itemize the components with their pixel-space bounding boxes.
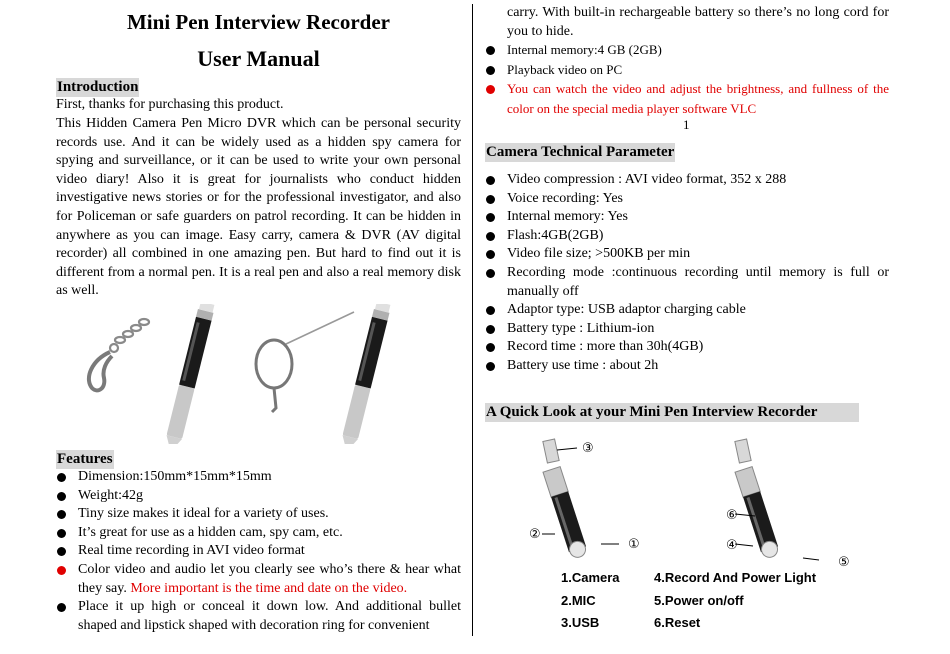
bullet-icon: [486, 232, 495, 241]
list-item: Internal memory: Yes: [485, 208, 889, 227]
list-item: It’s great for use as a hidden cam, spy cam, etc.: [56, 524, 461, 543]
bullet-icon: [486, 46, 495, 55]
bullet-icon: [486, 306, 495, 315]
intro-body: This Hidden Camera Pen Micro DVR which can be personal security records use. And it can be widely used as a hidden spy camera for spying and surveillance, or it can be used to write your own personal video diary! Also it is great for journalists who conduct hidden investigative news stories or for the professional investigator, and also for Policeman or safe guarders on patrol recording. It can be hidden in anywhere as you can image. Easy carry, camera & DVR (AV digital recorder) all combined in one amazing pen. But hard to find out it is different from a normal pen. It is a real pen and also a real memory disk as well.: [56, 116, 461, 299]
features-list: [56, 468, 461, 635]
list-item: Battery type : Lithium-ion: [485, 320, 889, 339]
list-item: Video compression : AVI video format, 352 x 288: [485, 171, 889, 190]
callout-2: ②: [529, 526, 541, 541]
list-item: Recording mode :continuous recording until memory is full or manually off: [485, 264, 889, 301]
pen-with-ring-image: [246, 304, 426, 444]
pen-parts-diagram: [525, 436, 865, 568]
manual-title: Mini Pen Interview Recorder: [126, 10, 390, 34]
continued-text: carry. With built-in rechargeable battery so there’s no long cord for you to hide.: [507, 5, 889, 39]
manual-subtitle: User Manual: [197, 46, 320, 71]
tech-parameters-list: [485, 171, 889, 376]
bullet-icon: [486, 343, 495, 352]
quick-look-heading: A Quick Look at your Mini Pen Interview Recorder: [485, 403, 859, 422]
features-heading: Features: [57, 451, 113, 467]
list-item: Voice recording: Yes: [485, 190, 889, 209]
bullet-icon: [57, 529, 66, 538]
list-item: You can watch the video and adjust the brightness, and fullness of the color on the special media player software VLC: [485, 80, 889, 119]
list-item: Video file size; >500KB per min: [485, 245, 889, 264]
list-item: Adaptor type: USB adaptor charging cable: [485, 301, 889, 320]
pen-diagram-left: [543, 439, 589, 560]
callout-6: ⑥: [726, 507, 738, 522]
pen-with-keychain-image: [70, 304, 240, 444]
caption-usb: 3.USB: [561, 615, 600, 630]
list-item: Tiny size makes it ideal for a variety of uses.: [56, 505, 461, 524]
bullet-icon: [486, 362, 495, 371]
bullet-icon: [57, 547, 66, 556]
bullet-icon: [486, 195, 495, 204]
list-item: Weight:42g: [56, 487, 461, 506]
bullet-icon: [486, 325, 495, 334]
caption-mic: 2.MIC: [561, 593, 596, 608]
bullet-icon: [486, 269, 495, 278]
list-item: Real time recording in AVI video format: [56, 542, 461, 561]
bullet-icon: [57, 473, 66, 482]
callout-3: ③: [582, 440, 594, 455]
page-number: 1: [683, 117, 690, 132]
list-item: Place it up high or conceal it down low. And additional bullet shaped and lipstick shaped with decoration ring for convenient: [56, 598, 461, 635]
bullet-icon: [57, 492, 66, 501]
list-item: Color video and audio let you clearly see who’s there & hear what they say. More important is the time and date on the video.: [56, 561, 461, 598]
list-item: Record time : more than 30h(4GB): [485, 338, 889, 357]
pen-diagram-right: [735, 439, 781, 560]
bullet-icon: [486, 213, 495, 222]
bullet-icon: [486, 176, 495, 185]
list-item: Flash:4GB(2GB): [485, 227, 889, 246]
caption-camera: 1.Camera: [561, 570, 620, 585]
bullet-icon: [57, 603, 66, 612]
introduction-heading: Introduction: [57, 79, 139, 95]
caption-record-light: 4.Record And Power Light: [654, 570, 817, 585]
bullet-icon: [57, 510, 66, 519]
bullet-icon: [57, 566, 66, 575]
list-item: Playback video on PC: [485, 61, 889, 81]
intro-thanks: First, thanks for purchasing this product.: [56, 97, 284, 112]
callout-1: ①: [628, 536, 640, 551]
callout-5: ⑤: [838, 554, 850, 569]
callout-4: ④: [726, 537, 738, 552]
column-divider: [472, 4, 473, 636]
bullet-icon: [486, 85, 495, 94]
tech-parameter-heading: Camera Technical Parameter: [486, 144, 675, 160]
bullet-icon: [486, 66, 495, 75]
list-item: Internal memory:4 GB (2GB): [485, 41, 889, 61]
list-item: Dimension:150mm*15mm*15mm: [56, 468, 461, 487]
top-bullets-list: [485, 41, 889, 119]
caption-power: 5.Power on/off: [654, 593, 744, 608]
bullet-icon: [486, 250, 495, 259]
list-item: Battery use time : about 2h: [485, 357, 889, 376]
caption-reset: 6.Reset: [654, 615, 701, 630]
